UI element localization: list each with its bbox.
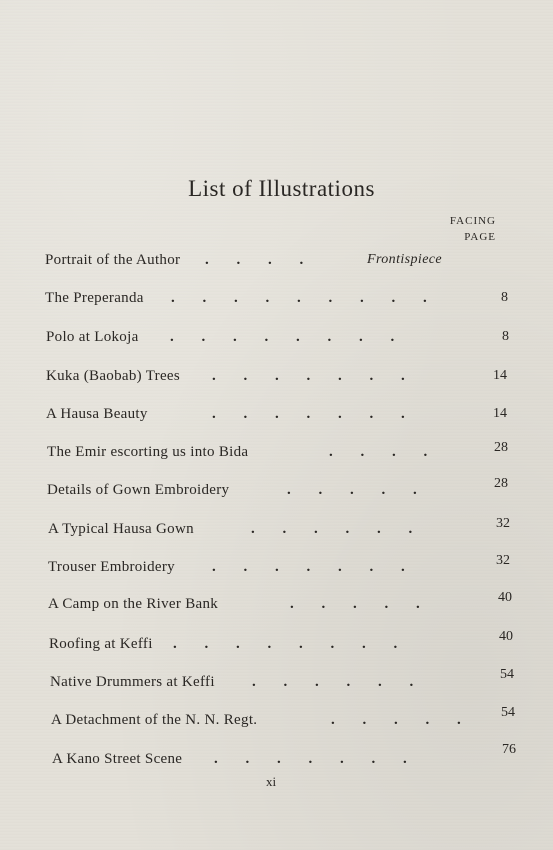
leader-dots: . . . . . . . . [170, 329, 407, 345]
list-item [45, 252, 505, 274]
facing-page-number: 40 [498, 590, 512, 605]
illustration-title: Kuka (Baobab) Trees [46, 368, 181, 384]
leader-dots: . . . . [329, 444, 440, 460]
page-title: List of Illustrations [188, 176, 375, 201]
facing-page-number: 32 [496, 516, 510, 531]
list-item [45, 290, 508, 312]
list-item [48, 590, 512, 618]
list-item [49, 629, 513, 658]
leader-dots: . . . . . [331, 712, 473, 728]
illustration-title: A Typical Hausa Gown [48, 521, 194, 537]
leader-dots: . . . . [205, 252, 316, 268]
leader-dots: . . . . . . . [212, 406, 417, 422]
list-item [48, 553, 510, 581]
facing-page-number: 54 [500, 667, 514, 682]
list-item [50, 667, 514, 696]
facing-page-number: 28 [494, 440, 508, 455]
facing-page-number: 28 [494, 476, 508, 491]
facing-page-number: 54 [501, 705, 515, 720]
facing-page-number: 14 [493, 368, 507, 383]
leader-dots: . . . . . . [252, 674, 426, 690]
facing-label: FACING [449, 215, 496, 227]
facing-page-number: 76 [502, 742, 516, 757]
illustration-title: A Kano Street Scene [52, 751, 183, 767]
leader-dots: . . . . . . . [212, 559, 417, 575]
leader-dots: . . . . . . . . [173, 636, 410, 652]
list-item [52, 742, 516, 773]
facing-page-header [420, 213, 496, 245]
leader-dots: . . . . . . . . . [171, 290, 439, 306]
facing-page-number: 8 [501, 290, 508, 305]
frontispiece-note: Frontispiece [367, 252, 443, 267]
illustration-title: Polo at Lokoja [46, 329, 139, 345]
illustration-title: Roofing at Keffi [49, 636, 153, 652]
illustration-title: A Detachment of the N. N. Regt. [51, 712, 258, 728]
illustration-title: The Emir escorting us into Bida [47, 444, 249, 460]
facing-page-number: 40 [499, 629, 513, 644]
illustration-title: The Preperanda [45, 290, 144, 306]
leader-dots: . . . . . . [251, 521, 425, 537]
list-item [47, 476, 508, 504]
facing-page-number: 32 [496, 553, 510, 568]
list-item [46, 368, 506, 390]
list-item [47, 440, 508, 466]
leader-dots: . . . . . [287, 482, 429, 498]
facing-page-number: 8 [502, 329, 509, 344]
leader-dots: . . . . . . . [214, 751, 419, 767]
illustration-title: Portrait of the Author [45, 252, 181, 268]
illustration-title: Trouser Embroidery [48, 559, 175, 575]
list-item [46, 329, 509, 351]
illustration-title: Details of Gown Embroidery [47, 482, 230, 498]
illustration-title: Native Drummers at Keffi [50, 674, 215, 690]
list-item [51, 705, 515, 734]
leader-dots: . . . . . . . [212, 368, 417, 384]
list-item [46, 406, 506, 428]
leader-dots: . . . . . [290, 596, 432, 612]
illustration-title: A Hausa Beauty [46, 406, 148, 422]
illustration-title: A Camp on the River Bank [48, 596, 219, 612]
facing-page-number: 14 [493, 406, 507, 421]
page-number: xi [266, 774, 277, 789]
list-item [48, 516, 510, 543]
page-label: PAGE [464, 231, 496, 243]
